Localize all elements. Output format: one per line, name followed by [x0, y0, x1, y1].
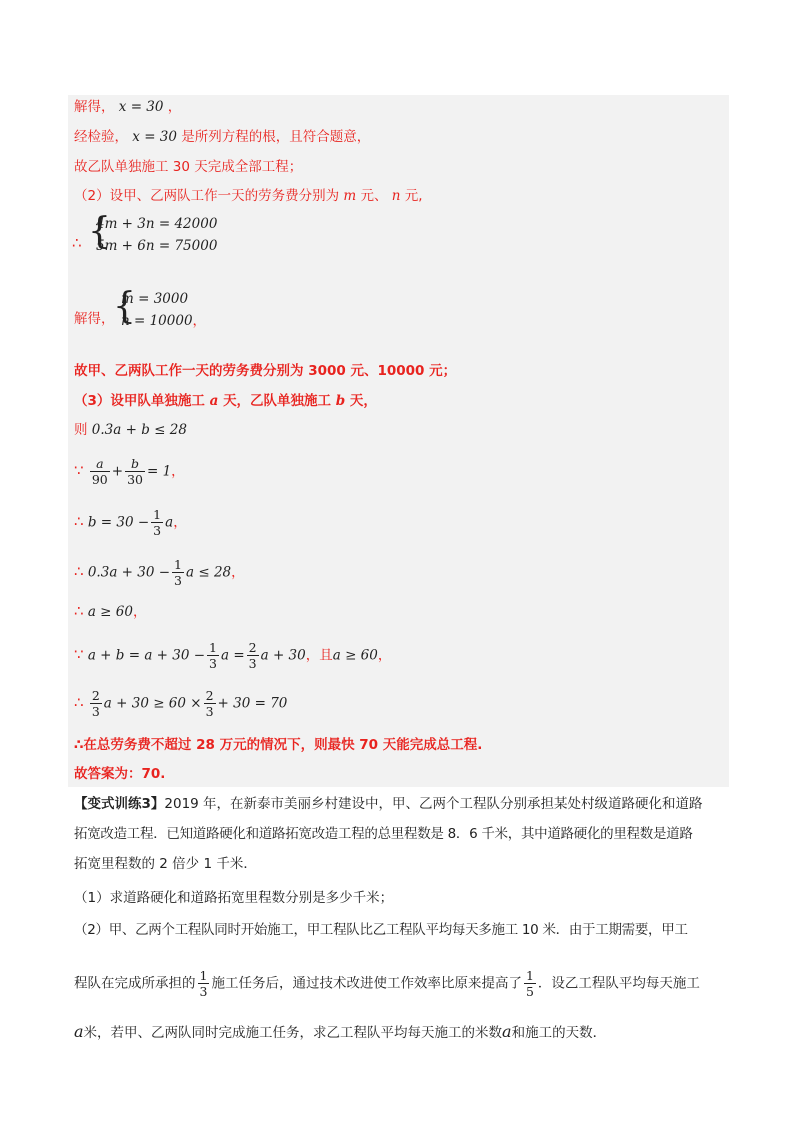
text: 拓宽改造工程．已知道路硬化和道路拓宽改造工程的总里程数是 8．6 千米，其中道路硬化的里程数是道路	[74, 826, 693, 842]
text: ，且	[305, 647, 333, 664]
solution-line-10	[74, 456, 185, 487]
equation: b = 30 −	[87, 514, 150, 531]
text: ，	[167, 99, 182, 115]
fraction: $\frac{2}{3}$	[91, 688, 100, 719]
variable: b	[335, 393, 346, 409]
text: 则	[74, 422, 88, 438]
text: ，	[231, 564, 245, 581]
fraction: $\frac{1}{3}$	[209, 640, 217, 671]
solution-line-7	[74, 361, 456, 381]
equation: 4m + 3n = 42000	[96, 216, 218, 232]
solution-line-12	[74, 557, 245, 588]
text: ，	[377, 647, 392, 664]
text: 拓宽里程数的 2 倍少 1 千米．	[74, 856, 257, 872]
conclusion-text: ∴在总劳务费不超过 28 万元的情况下，则最快 70 天能完成总工程.	[74, 737, 483, 753]
text: 解得，	[74, 99, 115, 115]
equation: a + b = a + 30 −	[87, 647, 206, 664]
variable: a	[165, 514, 174, 531]
fraction: $\frac{1}{5}$	[525, 968, 534, 999]
variable: a	[74, 1022, 84, 1041]
text: ，	[171, 463, 185, 480]
fraction: $\frac{1}{3}$	[174, 557, 182, 588]
exercise-paragraph-2	[74, 824, 693, 844]
variable: a	[209, 393, 219, 409]
answer-text: 故答案为：70.	[74, 766, 166, 782]
equation: + 30 = 70	[217, 695, 288, 712]
variable: m	[343, 188, 357, 204]
solution-line-4	[74, 186, 423, 206]
inequality: 0.3a + b ≤ 28	[91, 422, 187, 438]
solution-line-16	[74, 735, 482, 755]
text: 经检验，	[74, 129, 128, 145]
inequality: a ≤ 28	[186, 564, 232, 581]
therefore-symbol: ∴	[74, 562, 84, 581]
therefore-symbol: ∴	[74, 602, 84, 620]
text: ，	[192, 313, 207, 329]
text: 故乙队单独施工 30 天完成全部工程；	[74, 159, 303, 175]
because-symbol: ∵	[74, 461, 84, 480]
therefore: ∴	[72, 234, 82, 252]
solution-line-15	[74, 688, 287, 719]
solution-line-6	[74, 309, 115, 329]
left-brace: {	[88, 211, 111, 252]
text: 程队在完成所承担的	[74, 975, 196, 992]
solution-line-9	[74, 420, 187, 440]
question-2-line-3	[74, 1022, 606, 1043]
variable: n	[391, 188, 401, 204]
text: ，	[132, 604, 147, 620]
therefore-symbol: ∴	[74, 693, 84, 712]
text: 施工任务后，通过技术改进使工作效率比原来提高了	[211, 975, 522, 992]
inequality: a ≥ 60	[332, 647, 378, 664]
text: 2019 年，在新泰市美丽乡村建设中，甲、乙两个工程队分别承担某处村级道路硬化和道路	[164, 796, 703, 812]
solution-line-3	[74, 157, 302, 177]
fraction: $\frac{2}{3}$	[248, 640, 257, 671]
fraction: $\frac{2}{3}$	[205, 688, 214, 719]
equation: 5m + 6n = 75000	[96, 238, 218, 254]
equation: a =	[221, 647, 245, 664]
solution-line-13	[74, 601, 146, 622]
text: ，	[173, 514, 187, 531]
text: 元,	[404, 188, 423, 204]
fraction: $\frac{1}{3}$	[199, 968, 208, 999]
equation: n = 10000	[121, 313, 193, 329]
text: 天，乙队单独施工	[223, 393, 332, 409]
left-brace: {	[113, 286, 136, 327]
text: 米，若甲、乙两队同时完成施工任务，求乙工程队平均每天施工的米数	[83, 1025, 503, 1041]
equation: x = 30	[118, 99, 164, 115]
fraction: $\frac{1}{3}$	[153, 507, 162, 538]
inequality: a ≥ 60	[87, 604, 133, 620]
fraction: $\frac{b}{30}$	[127, 456, 143, 487]
variable: a	[502, 1022, 512, 1041]
therefore-symbol	[72, 233, 82, 254]
text: （2）设甲、乙两队工作一天的劳务费分别为	[74, 188, 340, 204]
solution-line-8	[74, 391, 377, 411]
because-symbol: ∵	[74, 645, 84, 664]
question-1	[74, 888, 393, 908]
equation-system-1	[96, 213, 217, 257]
solution-line-14	[74, 640, 391, 671]
text: 故甲、乙两队工作一天的劳务费分别为 3000 元、10000 元；	[74, 363, 457, 379]
exercise-paragraph-1	[74, 794, 703, 814]
equation: a + 30	[260, 647, 306, 664]
solution-line-2	[74, 127, 370, 147]
equation-system-2	[121, 288, 206, 332]
question-2-line-2	[74, 968, 700, 999]
question-2	[74, 920, 688, 940]
text: （3）设甲队单独施工	[74, 393, 205, 409]
solution-line-11	[74, 507, 187, 538]
text: ．设乙工程队平均每天施工	[537, 975, 700, 992]
equation: = 1	[146, 463, 172, 480]
exercise-paragraph-3	[74, 854, 257, 874]
text: （2）甲、乙两个工程队同时开始施工，甲工程队比乙工程队平均每天多施工 10 米．由于工期需要，甲工	[74, 922, 688, 938]
text: 天，	[349, 393, 377, 409]
text: 是所列方程的根，且符合题意，	[181, 129, 371, 145]
text: （1）求道路硬化和道路拓宽里程数分别是多少千米；	[74, 890, 394, 906]
operator: +	[111, 463, 124, 480]
solution-line-1	[74, 97, 181, 117]
inequality: a + 30 ≥ 60 ×	[103, 695, 202, 712]
text: 解得，	[74, 311, 115, 327]
equation: x = 30	[132, 129, 177, 145]
inequality: 0.3a + 30 −	[87, 564, 171, 581]
exercise-tag: 【变式训练3】	[74, 796, 165, 812]
solution-line-17	[74, 764, 165, 784]
equation: m = 3000	[121, 291, 189, 307]
text: 元、	[360, 188, 388, 204]
therefore-symbol: ∴	[74, 512, 84, 531]
text: 和施工的天数．	[511, 1025, 607, 1041]
fraction: $\frac{a}{90}$	[91, 456, 108, 487]
